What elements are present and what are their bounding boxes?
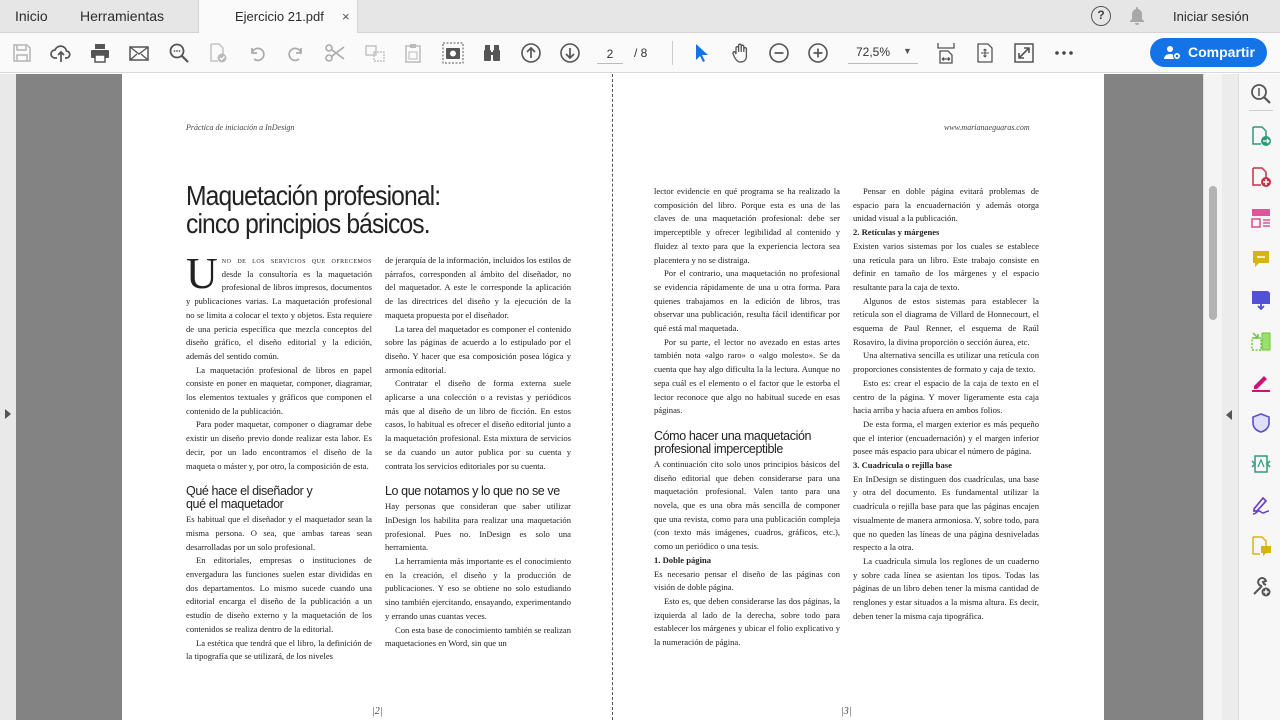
- paragraph: Pensar en doble página evitará problemas de espacio para la encuadernación y además otorga unidad visual a la publicación.: [853, 186, 1039, 224]
- right-panel-collapse-strip[interactable]: [1222, 74, 1238, 720]
- paste-icon[interactable]: [401, 41, 425, 65]
- paragraph: La tarea del maquetador es componer el contenido sobre las páginas de acuerdo a lo estipulado por el diseño. Y hacer que esa composición posea lógica y armonía editorial.: [385, 323, 571, 375]
- page-down-icon[interactable]: [558, 41, 582, 65]
- compress-pdf-icon[interactable]: [1250, 330, 1272, 352]
- chevron-down-icon: ▼: [903, 46, 912, 56]
- tools-divider: [1249, 110, 1273, 111]
- document-tab-label: Ejercicio 21.pdf: [235, 9, 324, 24]
- snapshot-icon[interactable]: [441, 41, 465, 65]
- subheading: 2. Retículas y márgenes: [853, 227, 940, 238]
- paragraph: Una alternativa sencilla es utilizar una retícula con proporciones consistentes de formato y caja de texto.: [853, 350, 1039, 375]
- paragraph: La herramienta más importante es el conocimiento en la creación, el diseño y la producción de publicaciones. Y eso se obtiene no solo estudiando sino también ejercitando, ensayando, experimentando y errando unas cuantas veces.: [385, 556, 571, 621]
- page-number-input[interactable]: [597, 44, 623, 64]
- email-icon[interactable]: [127, 41, 151, 65]
- edit-pdf-icon[interactable]: [1250, 453, 1272, 475]
- toolbar: [0, 33, 1280, 73]
- page-up-icon[interactable]: [519, 41, 543, 65]
- title-line-2: cinco principios básicos.: [186, 208, 430, 239]
- left-page-column-1: [186, 249, 372, 664]
- tab-document[interactable]: [198, 0, 358, 33]
- create-pdf-icon[interactable]: [1250, 166, 1272, 188]
- paragraph: La maquetación profesional de libros en papel consiste en poner en maquetar, componer, diagramar, los elementos textuales y gráficos que componen el contenido de la publicación.: [186, 364, 372, 416]
- search-icon[interactable]: [167, 41, 191, 65]
- paragraph: A continuación cito solo unos principios básicos del diseño editorial que deben considerarse para una maquetación profesional. Valen tanto para una novela, que es una obra más sencilla de componer que una revista, como para una publicación compleja (con texto más imágenes, cuadros, gráficos, etc.), como un periódico o una tesis.: [654, 458, 840, 552]
- cut-icon[interactable]: [323, 41, 347, 65]
- paragraph: Esto es: crear el espacio de la caja de texto en el centro de la página. Y mover ligeramente esta caja hacia arriba y hacia afuera en ambos folios.: [853, 377, 1039, 416]
- paragraph: Hay personas que consideran que saber utilizar InDesign los habilita para realizar una maquetación profesional. Pues no. InDesign es solo una herramienta.: [385, 501, 571, 553]
- document-canvas[interactable]: [16, 74, 1203, 720]
- print-icon[interactable]: [88, 41, 112, 65]
- close-tab-icon[interactable]: ×: [342, 9, 350, 24]
- tab-tools[interactable]: Herramientas: [80, 8, 165, 24]
- paragraph: Uno de los servicios que ofrecemos desde la consultoría es la maquetación profesional de libros impresos, documentos y publicaciones varias. La maquetación profesional no se limita a colocar el texto y objetos. Esta requiere de una pericia específica que mezcla conceptos del diseño gráfico, el diseño editorial y la edición, además del sentido común.: [186, 249, 372, 361]
- sign-in-link[interactable]: Iniciar sesión: [1173, 9, 1249, 24]
- more-tools-icon[interactable]: [1250, 576, 1272, 598]
- comment-icon[interactable]: [1250, 248, 1272, 270]
- scrollbar-thumb[interactable]: [1209, 186, 1217, 320]
- paragraph: De esta forma, el margen exterior es más pequeño que el interior (encuadernación) y el margen inferior posee más espacio para ubicar el número de página.: [853, 418, 1039, 457]
- zoom-level-value: 72,5%: [856, 45, 891, 59]
- undo-icon[interactable]: [245, 41, 269, 65]
- section-heading: Lo que notamos y lo que no se ve: [385, 484, 560, 499]
- running-head-left: Práctica de iniciación a InDesign: [186, 123, 295, 132]
- full-screen-icon[interactable]: [1012, 41, 1036, 65]
- notifications-bell-icon[interactable]: [1129, 6, 1145, 31]
- spread-gutter-line: [612, 74, 613, 720]
- expand-left-panel-icon[interactable]: [5, 409, 11, 419]
- help-icon[interactable]: ?: [1091, 6, 1111, 26]
- paragraph: Con esta base de conocimiento también se realizan maquetaciones en Word, sin que un: [385, 624, 571, 649]
- organize-pages-icon[interactable]: [1250, 207, 1272, 229]
- zoom-reading-icon[interactable]: [1250, 83, 1272, 105]
- save-icon[interactable]: [10, 41, 34, 65]
- sign-icon[interactable]: [1250, 494, 1272, 516]
- paragraph: Por el contrario, una maquetación no profesional se evidencia rápidamente de una u otra forma. Para quienes trabajamos en la edición de libros, tras observar una publicación, resulta fácil identificar por qué está mal maquetada.: [654, 268, 840, 334]
- title-line-1: Maquetación profesional:: [186, 180, 441, 211]
- share-user-icon: [1164, 45, 1182, 61]
- paragraph: de jerarquía de la información, incluidos los estilos de párrafos, corresponden al ámbito del diseñador, no del maquetador. A este le corresponde la aplicación de las directrices del diseño y la ejecución de la maqueta propuesta por el diseñador.: [385, 255, 571, 320]
- subheading: 1. Doble página: [654, 554, 712, 565]
- zoom-out-icon[interactable]: [767, 41, 791, 65]
- tools-pane: [1238, 74, 1280, 720]
- redo-icon[interactable]: [284, 41, 308, 65]
- right-page-column-1: [654, 185, 840, 650]
- toolbar-divider: [672, 41, 673, 65]
- select-pointer-icon[interactable]: [689, 41, 713, 65]
- paragraph: Por su parte, el lector no avezado en estas artes también nota «algo raro» o «algo molesto». Se da cuenta que hay algo dificulta la la lectura. Aunque no sepa cuál es el elemento o el factor que le estorba el lector reconoce que algo no habitual sucede en esas páginas.: [654, 336, 840, 416]
- page-number-right: |3|: [841, 706, 852, 717]
- running-head-right: www.marianaeguaras.com: [944, 123, 1030, 132]
- share-button[interactable]: [1150, 38, 1267, 67]
- section-heading: Qué hace el diseñador y qué el maquetador: [186, 484, 313, 512]
- hand-tool-icon[interactable]: [729, 41, 753, 65]
- page-number-left: |2|: [372, 706, 383, 717]
- fit-width-icon[interactable]: [934, 41, 958, 65]
- find-binoculars-icon[interactable]: [480, 41, 504, 65]
- more-icon[interactable]: [1052, 41, 1076, 65]
- right-page-column-2: [853, 185, 1039, 624]
- fit-page-icon[interactable]: [973, 41, 997, 65]
- left-nav-panel-toggle[interactable]: [0, 74, 16, 720]
- paragraph: Existen varios sistemas por los cuales se establece una retícula para un libro. Este trabajo consiste en definir en tamaño de los márgenes y el espacio resultante para la caja de texto.: [853, 240, 1039, 292]
- paragraph: La cuadrícula simula los reglones de un cuaderno y sobre cada línea se asientan los tipos. Todas las páginas de un libro deben tener la misma cantidad de renglones y estar situados a la misma altura. Es decir, deben tener la misma caja tipográfica.: [853, 555, 1039, 621]
- combine-files-icon[interactable]: [1250, 289, 1272, 311]
- collapse-right-panel-icon[interactable]: [1226, 410, 1232, 420]
- section-heading: Cómo hacer una maquetación profesional imperceptible: [654, 428, 812, 456]
- total-pages-label: / 8: [634, 46, 648, 60]
- article-title: [186, 182, 440, 238]
- paragraph: Para poder maquetar, componer o diagramar debe existir un diseño previo donde realizar esta labor. Es decir, por un lado encontramos el diseño de la maqueta o máster y, por otro, la composición de esta.: [186, 419, 372, 471]
- send-comments-icon[interactable]: [1250, 535, 1272, 557]
- paragraph: En InDesign se distinguen dos cuadrículas, una base y otra del documento. Es fundamental utilizar la cuadrícula o rejilla base para que las páginas encajen visualmente de manera armoniosa. Y, sobre todo, para que no queden las líneas de una página desniveladas respecto a la otra.: [853, 473, 1039, 553]
- page-spread: [122, 74, 1104, 720]
- fill-sign-icon[interactable]: [1250, 371, 1272, 393]
- paragraph: Algunos de estos sistemas para establecer la retícula son el diagrama de Villard de Honnecourt, el esquema de Paul Renner, el esquema de Raúl Rosaviro, la divina proporción o sección áurea, etc.: [853, 295, 1039, 347]
- protect-icon[interactable]: [1250, 412, 1272, 434]
- paragraph: En editoriales, empresas o instituciones de envergadura las funciones suelen estar divididas en dos departamentos. Lo mismo sucede cuando una editorial encarga el diseño de la publicación a un estudio de diseño externo y la maquetación de los contenidos se realiza dentro de la editorial.: [186, 555, 372, 634]
- zoom-in-icon[interactable]: [806, 41, 830, 65]
- paragraph: lector evidencie en qué programa se ha realizado la composición del libro. Porque esta es una de las claves de una maquetación profesional: debe ser imperceptible y ofrecer legibilidad al contenido y fluidez al texto para que la experiencia lectora sea placentera y no se distraiga.: [654, 186, 840, 265]
- upload-cloud-icon[interactable]: [49, 41, 73, 65]
- share-button-label: Compartir: [1188, 44, 1255, 60]
- copy-icon[interactable]: [363, 41, 387, 65]
- export-pdf-icon[interactable]: [1250, 125, 1272, 147]
- zoom-level-dropdown[interactable]: [848, 42, 918, 64]
- drop-cap: U: [186, 249, 218, 298]
- tab-home[interactable]: Inicio: [15, 8, 48, 24]
- paragraph: Contratar el diseño de forma externa suele aplicarse a una colección o a revistas y periódicos más que al diseño de un libro de ficción. En estos casos, lo habitual es ofrecer el diseño editorial junto a la maquetación profesional. Esta mixtura de servicios se da cuando un autor publica por su cuenta y contrata los servicios editoriales por su cuenta.: [385, 378, 571, 471]
- left-page-column-2: [385, 254, 571, 651]
- tab-bar: [0, 0, 1280, 33]
- paragraph: La estética que tendrá que el libro, la definición de la tipografía que se utilizará, de los niveles: [186, 637, 372, 662]
- vertical-scrollbar[interactable]: [1203, 74, 1222, 720]
- paragraph: Esto es, que deben considerarse las dos páginas, la izquierda al lado de la derecha, sobre todo para establecer los márgenes y ubicar el folio explicativo y la numeración de página.: [654, 595, 840, 648]
- ocr-icon[interactable]: [206, 41, 230, 65]
- paragraph: Es necesario pensar el diseño de las páginas con visión de doble página.: [654, 568, 840, 593]
- paragraph: Es habitual que el diseñador y el maquetador sean la misma persona. O sea, que ambas tareas sean desarrolladas por un solo profesional.: [186, 514, 372, 552]
- subheading: 3. Cuadrícula o rejilla base: [853, 460, 952, 471]
